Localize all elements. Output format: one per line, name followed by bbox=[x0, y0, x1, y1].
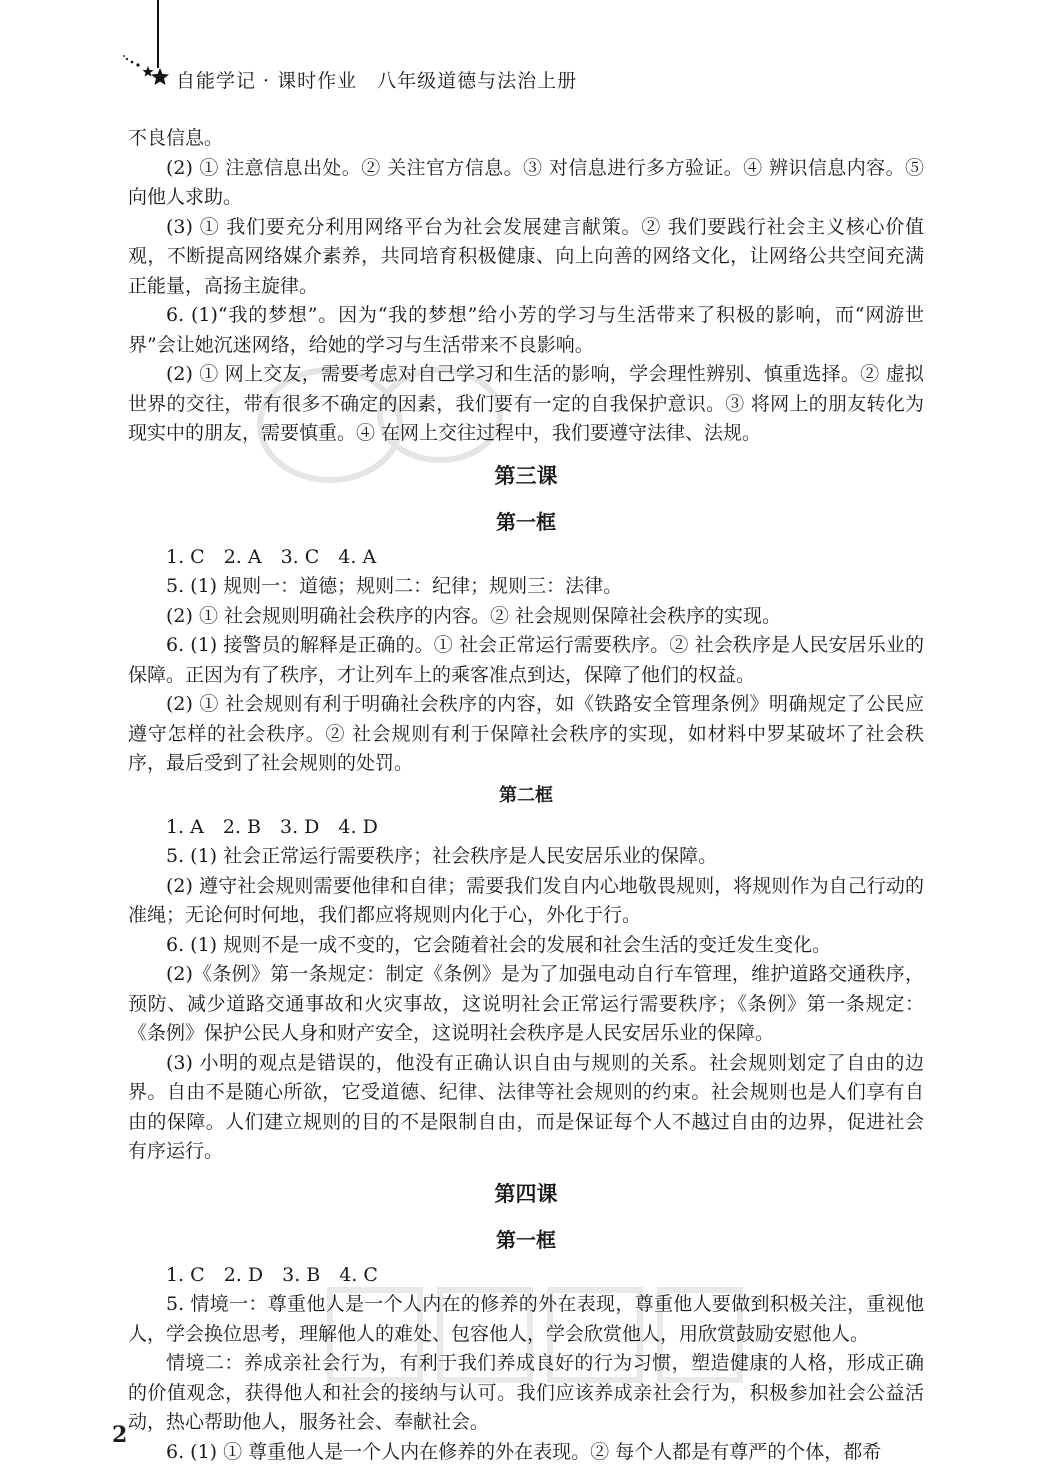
page-number: 2 bbox=[112, 1422, 127, 1448]
page-header-title: 自能学记 · 课时作业 八年级道德与法治上册 bbox=[176, 66, 577, 93]
answer-paragraph: 6. (1) 接警员的解释是正确的。① 社会正常运行需要秩序。② 社会秩序是人民安居乐业的保障。正因为有了秩序，才让列车上的乘客准点到达，保障了他们的权益。 bbox=[128, 631, 924, 690]
answer-paragraph: (2)《条例》第一条规定：制定《条例》是为了加强电动自行车管理，维护道路交通秩序，预防、减少道路交通事故和火灾事故，这说明社会正常运行需要秩序；《条例》第一条规定：《条例》保护公民人身和财产安全，这说明社会秩序是人民安居乐业的保障。 bbox=[128, 960, 924, 1049]
answer-paragraph: 5. (1) 规则一：道德；规则二：纪律；规则三：法律。 bbox=[128, 572, 924, 602]
section-heading: 第一框 bbox=[128, 507, 924, 537]
lesson-heading: 第三课 bbox=[128, 461, 924, 491]
answer-paragraph: 6. (1)“我的梦想”。因为“我的梦想”给小芳的学习与生活带来了积极的影响，而“网游世界”会让她沉迷网络，给她的学习与生活带来不良影响。 bbox=[128, 301, 924, 360]
answer-paragraph: (2) ① 网上交友，需要考虑对自己学习和生活的影响，学会理性辨别、慎重选择。② 虚拟世界的交往，带有很多不确定的因素，我们要有一定的自我保护意识。③ 将网上的朋友转化为现实中的朋友，需要慎重。④ 在网上交往过程中，我们要遵守法律、法规。 bbox=[128, 360, 924, 449]
answer-paragraph: (2) ① 注意信息出处。② 关注官方信息。③ 对信息进行多方验证。④ 辨识信息内容。⑤ 向他人求助。 bbox=[128, 154, 924, 213]
lesson-heading: 第四课 bbox=[128, 1179, 924, 1209]
answer-paragraph: 不良信息。 bbox=[128, 124, 924, 154]
answer-paragraph: 6. (1) ① 尊重他人是一个人内在修养的外在表现。② 每个人都是有尊严的个体，都希 bbox=[128, 1438, 924, 1467]
answer-paragraph: 情境二：养成亲社会行为，有利于我们养成良好的行为习惯，塑造健康的人格，形成正确的价值观念，获得他人和社会的接纳与认可。我们应该养成亲社会行为，积极参加社会公益活动，热心帮助他人，服务社会、奉献社会。 bbox=[128, 1349, 924, 1438]
answer-paragraph: (2) ① 社会规则明确社会秩序的内容。② 社会规则保障社会秩序的实现。 bbox=[128, 602, 924, 632]
answer-paragraph: (3) 小明的观点是错误的，他没有正确认识自由与规则的关系。社会规则划定了自由的边界。自由不是随心所欲，它受道德、纪律、法律等社会规则的约束。社会规则也是人们享有自由的保障。人们建立规则的目的不是限制自由，而是保证每个人不越过自由的边界，促进社会有序运行。 bbox=[128, 1049, 924, 1167]
answer-paragraph: (2) ① 社会规则有利于明确社会秩序的内容，如《铁路安全管理条例》明确规定了公民应遵守怎样的社会秩序。② 社会规则有利于保障社会秩序的实现，如材料中罗某破坏了社会秩序，最后受到了社会规则的处罚。 bbox=[128, 690, 924, 779]
answer-paragraph: (2) 遵守社会规则需要他律和自律；需要我们发自内心地敬畏规则，将规则作为自己行动的准绳；无论何时何地，我们都应将规则内化于心，外化于行。 bbox=[128, 872, 924, 931]
section-heading: 第一框 bbox=[128, 1225, 924, 1255]
answer-paragraph: 6. (1) 规则不是一成不变的，它会随着社会的发展和社会生活的变迁发生变化。 bbox=[128, 931, 924, 961]
answer-paragraph: (3) ① 我们要充分利用网络平台为社会发展建言献策。② 我们要践行社会主义核心价值观，不断提高网络媒介素养，共同培育积极健康、向上向善的网络文化，让网络公共空间充满正能量，高扬主旋律。 bbox=[128, 213, 924, 302]
stars-icon bbox=[122, 52, 170, 92]
section-heading: 第二框 bbox=[128, 781, 924, 811]
answer-paragraph: 1. A 2. B 3. D 4. D bbox=[128, 813, 924, 843]
answer-paragraph: 1. C 2. A 3. C 4. A bbox=[128, 543, 924, 573]
answer-paragraph: 5. (1) 社会正常运行需要秩序；社会秩序是人民安居乐业的保障。 bbox=[128, 842, 924, 872]
answer-paragraph: 5. 情境一：尊重他人是一个人内在的修养的外在表现，尊重他人要做到积极关注，重视他人，学会换位思考，理解他人的难处、包容他人，学会欣赏他人，用欣赏鼓励安慰他人。 bbox=[128, 1290, 924, 1349]
answer-paragraph: 1. C 2. D 3. B 4. C bbox=[128, 1261, 924, 1291]
answer-content bbox=[128, 124, 924, 1467]
